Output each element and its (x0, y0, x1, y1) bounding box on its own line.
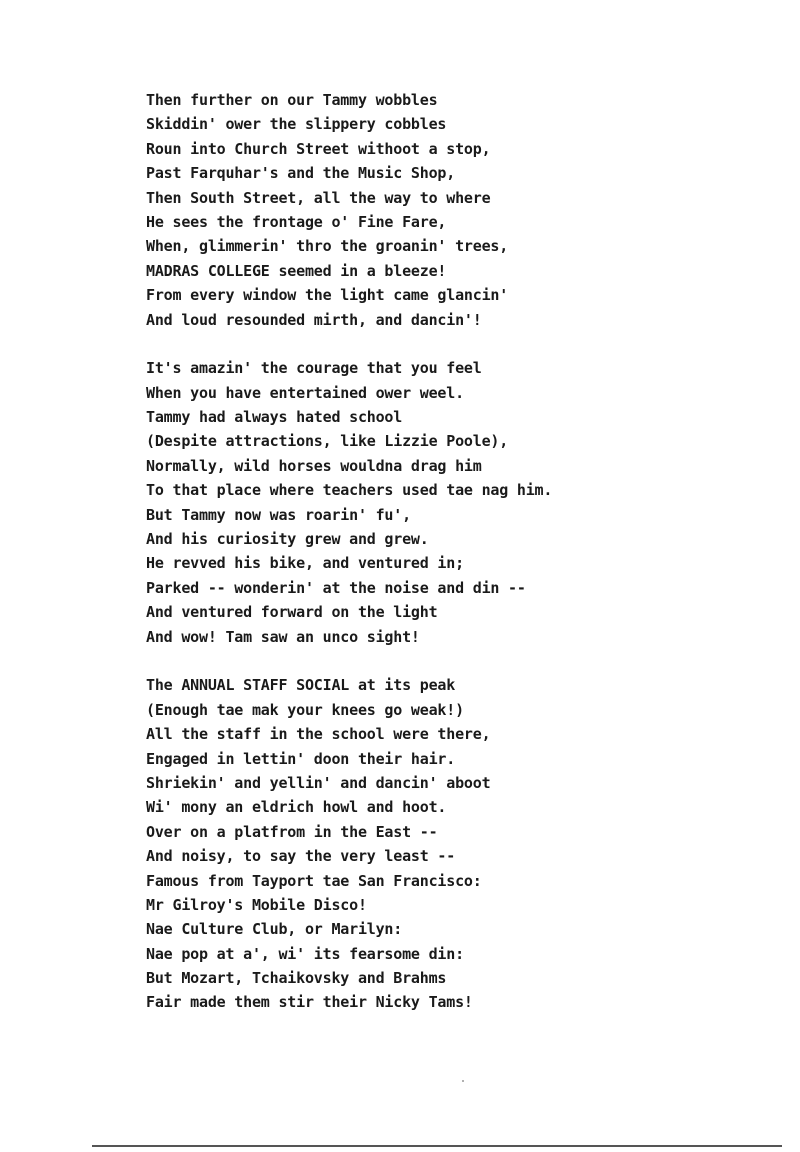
stanza-2 (146, 356, 766, 649)
poem-line: Shriekin' and yellin' and dancin' aboot (146, 773, 491, 792)
poem-line: Then further on our Tammy wobbles (146, 91, 438, 109)
poem-line: And noisy, to say the very least -- (146, 847, 456, 866)
poem-line: Over on a platfrom in the East -- (146, 822, 438, 841)
poem-line: Tammy had always hated school (146, 408, 403, 427)
poem-line: Wi' mony an eldrich howl and hoot. (146, 798, 447, 817)
poem-line: (Enough tae mak your knees go weak!) (146, 700, 464, 719)
poem-line: Skiddin' ower the slippery cobbles (146, 115, 447, 134)
poem-line: Nae Culture Club, or Marilyn: (146, 920, 403, 939)
poem-line: Engaged in lettin' doon their hair. (146, 749, 456, 768)
poem (146, 88, 766, 1015)
stanza-3 (146, 673, 766, 1014)
poem-line: Then South Street, all the way to where (146, 188, 491, 207)
stanza-1 (146, 88, 766, 332)
poem-line: He revved his bike, and ventured in; (146, 554, 464, 573)
poem-line: Famous from Tayport tae San Francisco: (146, 871, 482, 890)
poem-line: But Tammy now was roarin' fu', (146, 505, 411, 524)
poem-line: When you have entertained ower weel. (146, 383, 464, 402)
poem-line: And wow! Tam saw an unco sight! (146, 627, 420, 646)
poem-line: All the staff in the school were there, (146, 725, 491, 744)
stanza-break (146, 649, 766, 673)
poem-line: And his curiosity grew and grew. (146, 530, 429, 549)
poem-line: And ventured forward on the light (146, 603, 438, 622)
poem-line: He sees the frontage o' Fine Fare, (146, 212, 447, 231)
poem-line: To that place where teachers used tae nag him. (146, 481, 553, 500)
speck (462, 1080, 464, 1082)
stanza-break (146, 332, 766, 356)
poem-line: And loud resounded mirth, and dancin'! (146, 310, 482, 329)
poem-line: When, glimmerin' thro the groanin' trees, (146, 237, 509, 256)
poem-line: (Despite attractions, like Lizzie Poole), (146, 432, 509, 451)
poem-line: It's amazin' the courage that you feel (146, 359, 482, 378)
poem-line: Mr Gilroy's Mobile Disco! (146, 895, 367, 914)
poem-line: Parked -- wonderin' at the noise and din -- (146, 578, 526, 597)
poem-line: The ANNUAL STAFF SOCIAL at its peak (146, 676, 456, 695)
poem-line: From every window the light came glancin' (146, 286, 509, 305)
poem-line: MADRAS COLLEGE seemed in a bleeze! (146, 261, 447, 280)
page-bottom-rule (92, 1145, 782, 1147)
poem-line: Nae pop at a', wi' its fearsome din: (146, 944, 464, 963)
poem-line: But Mozart, Tchaikovsky and Brahms (146, 969, 447, 988)
poem-line: Fair made them stir their Nicky Tams! (146, 993, 473, 1012)
poem-line: Normally, wild horses wouldna drag him (146, 456, 482, 475)
poem-line: Past Farquhar's and the Music Shop, (146, 164, 456, 183)
poem-line: Roun into Church Street withoot a stop, (146, 139, 491, 158)
